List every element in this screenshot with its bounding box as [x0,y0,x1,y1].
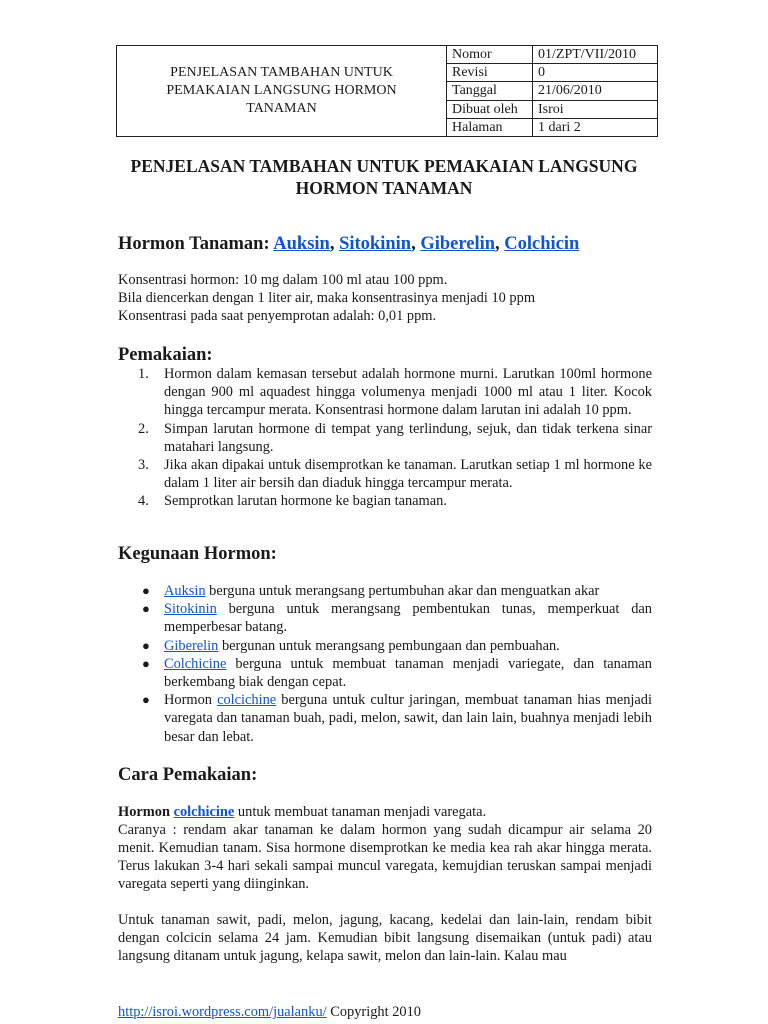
item-number: 1. [138,366,149,382]
link-giberelin[interactable]: Giberelin [164,637,219,654]
lead-bold: Hormon [118,804,170,820]
meta-row-revisi [447,64,657,82]
cara-lead [118,803,652,821]
bullet-icon: ● [142,692,150,708]
meta-key: Dibuat oleh [447,101,533,118]
cara-text: Caranya : rendam akar tanaman ke dalam hormon yang sudah dicampur air selama 20 menit. Kemudian tanam. Sisa hormone disemprotkan ke media kea rah akar hingga merata. Terus lakukan 3-4 hari sekali sampai muncul varegata, kemujdian teruskan sampai menjadi varegata seperti yang diinginkan. [118,822,652,892]
meta-row-nomor [447,46,657,64]
header-meta [447,46,657,136]
meta-row-dibuat-oleh [447,101,657,119]
meta-value: 01/ZPT/VII/2010 [538,47,636,62]
meta-value: 21/06/2010 [538,83,602,99]
konsentrasi-line: Konsentrasi hormon: 10 mg dalam 100 ml atau 100 ppm. [118,272,448,288]
list-item [118,637,652,655]
item-text: berguna untuk membuat tanaman menjadi variegate, dan tanaman berkembang biak dengan cepat. [164,655,652,691]
meta-value: 1 dari 2 [538,119,581,135]
meta-key: Halaman [447,119,533,136]
item-text: Simpan larutan hormone di tempat yang terlindung, sejuk, dan tidak terkena sinar matahari langsung. [164,420,652,455]
footer-link[interactable]: http://isroi.wordpress.com/jualanku/ [118,1004,327,1020]
meta-value: 0 [538,65,545,81]
meta-key: Revisi [447,64,533,81]
link-sitokinin[interactable]: Sitokinin [339,234,412,254]
footer-copyright: Copyright 2010 [326,1004,421,1020]
kegunaan-list [118,582,652,746]
link-colchicine-lead[interactable]: colchicine [173,804,235,820]
title-line-1: PENJELASAN TAMBAHAN UNTUK PEMAKAIAN LANGSUNG [130,156,638,176]
item-text: bergunan untuk merangsang pembungaan dan pembuahan. [218,637,560,654]
konsentrasi-line: Konsentrasi pada saat penyemprotan adalah: 0,01 ppm. [118,308,437,324]
page-footer [118,1003,421,1021]
item-text: Hormon dalam kemasan tersebut adalah hormone murni. Larutkan 100ml hormone dengan 900 ml aquadest hingga volumenya menjadi 1000 ml atau 1 liter. Kocok hingga tercampur merata. Konsentrasi hormone dalam larutan ini adalah 10 ppm. [164,366,652,419]
list-item [118,492,652,510]
pemakaian-list [118,365,652,511]
title-line-2: HORMON TANAMAN [295,178,473,198]
list-item [118,691,652,746]
item-pre: Hormon [164,692,218,709]
pemakaian-heading: Pemakaian: [118,345,213,365]
meta-row-halaman [447,119,657,136]
item-text: berguna untuk cultur jaringan, membuat tanaman hias menjadi varegata dan tanaman buah, padi, melon, sawit, dan lain lain, buahnya menjadi lebih besar dan lebat. [164,692,652,745]
list-item [118,655,652,691]
link-auksin[interactable]: Auksin [273,234,330,254]
link-colcichine[interactable]: colcichine [217,692,277,709]
meta-key: Nomor [447,46,533,63]
kegunaan-heading: Kegunaan Hormon: [118,544,277,564]
document-title [100,155,668,199]
list-item [118,456,652,492]
cara-paragraph-2: Untuk tanaman sawit, padi, melon, jagung, kacang, kedelai dan lain-lain, rendam bibit dengan colcicin selama 24 jam. Kemudian bibit langsung disemaikan (untuk padi) atau langsung ditanam untuk jagung, kelapa sawit, melon dan lain-lain. Kalau mau [118,912,652,964]
bullet-icon: ● [142,655,150,671]
heading-label: Hormon Tanaman: [118,234,270,254]
separator: , [329,234,340,254]
konsentrasi-line: Bila diencerkan dengan 1 liter air, maka konsentrasinya menjadi 10 ppm [118,290,536,306]
item-text: Jika akan dipakai untuk disemprotkan ke tanaman. Larutkan setiap 1 ml hormone ke dalam 1 liter air bersih dan diaduk hingga tercampur merata. [164,457,652,492]
item-text: berguna untuk merangsang pertumbuhan akar dan menguatkan akar [205,583,600,599]
item-text: Semprotkan larutan hormone ke bagian tanaman. [164,493,447,510]
header-title: PENJELASAN TAMBAHAN UNTUK PEMAKAIAN LANGSUNG HORMON TANAMAN [117,46,447,136]
list-item [118,420,652,456]
list-item [118,582,652,600]
link-colchicin[interactable]: Colchicin [504,234,580,254]
lead-text: untuk membuat tanaman menjadi varegata. [234,804,487,820]
item-text: berguna untuk merangsang pembentukan tunas, memperkuat dan memperbesar batang. [164,601,652,636]
meta-row-tanggal [447,82,657,100]
meta-key: Tanggal [447,82,533,99]
bullet-icon: ● [142,583,150,598]
cara-pemakaian-heading: Cara Pemakaian: [118,765,258,785]
konsentrasi-block [118,271,652,325]
document-header-table [116,45,658,137]
link-sitokinin[interactable]: Sitokinin [164,601,217,618]
link-giberelin[interactable]: Giberelin [420,234,496,254]
hormon-tanaman-heading [118,233,579,255]
list-item [118,600,652,636]
item-number: 4. [138,493,149,510]
meta-value: Isroi [538,101,564,117]
separator: , [411,234,421,254]
separator: , [495,234,505,254]
list-item [118,365,652,420]
item-number: 3. [138,457,149,474]
item-number: 2. [138,420,149,437]
link-auksin[interactable]: Auksin [164,583,206,599]
cara-paragraph-1 [118,803,652,893]
bullet-icon: ● [142,637,150,653]
bullet-icon: ● [142,601,150,617]
link-colchicine[interactable]: Colchicine [164,655,227,672]
